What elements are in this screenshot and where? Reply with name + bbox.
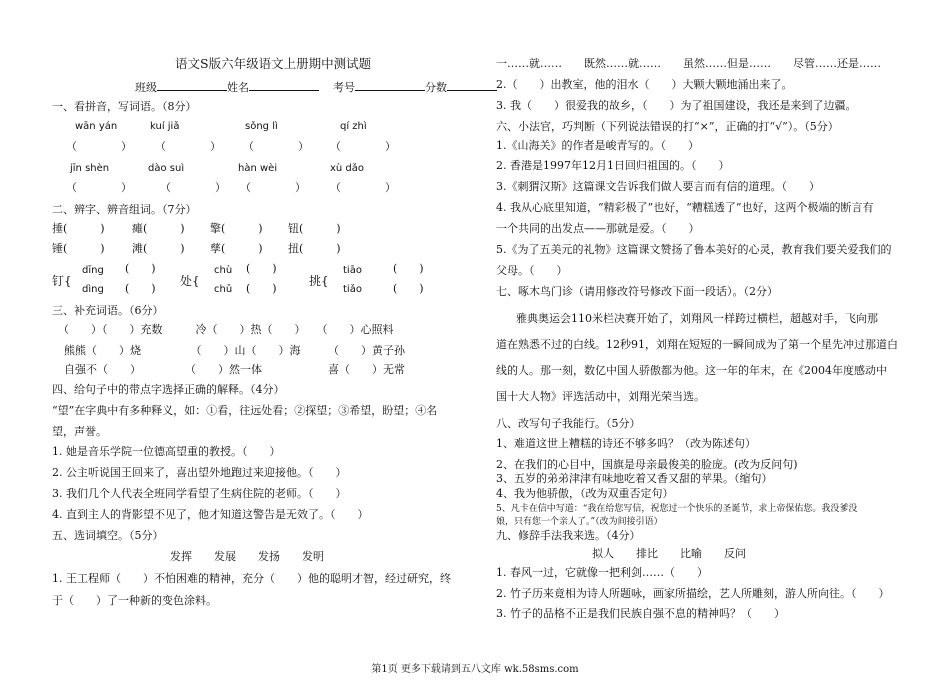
answer-blank[interactable]: （ ）: [66, 140, 132, 153]
pinyin: jīn shèn: [70, 163, 110, 174]
fill-idiom-row[interactable]: （ ）（ ）充数 冷（ ）热（ ） （ ）心照料: [58, 323, 394, 336]
student-info-line: [135, 80, 497, 95]
char-pair: 锤( ): [52, 242, 105, 255]
polyphone-char: 挑{: [309, 274, 329, 288]
pinyin: wān yán: [75, 121, 118, 132]
answer-blank[interactable]: （ ）: [330, 140, 396, 153]
paragraph-line: 线的人。那一刻，数亿中国人骄傲都为他。这一年的年末，在《2004年度感动中: [496, 364, 887, 377]
answer-blank[interactable]: ( ): [125, 262, 156, 275]
question[interactable]: 1.《山海关》的作者是峻青写的。（ ）: [496, 139, 699, 152]
char-pair: 滩( ): [132, 242, 185, 255]
paragraph-line: 雅典奥运会110米栏决赛开始了，刘翔风一样跨过横栏，超越对手，飞向那: [516, 312, 878, 325]
pinyin: dào suì: [148, 163, 185, 174]
pinyin: kuí jiǎ: [150, 121, 180, 132]
paragraph-line: 道在熟悉不过的白线。12秒91，刘翔在短短的一瞬间成为了第一个星先冲过那道白: [496, 338, 898, 351]
question[interactable]: 3. 竹子的品格不正是我们民族自强不息的精神吗？（ ）: [496, 607, 785, 620]
question[interactable]: 父母。（ ）: [496, 264, 568, 277]
class-blank[interactable]: [157, 80, 227, 91]
fill-idiom-row[interactable]: 熊熊（ ）烧 （ ）山（ ）海 （ ）黄子孙: [64, 344, 405, 357]
question[interactable]: 1、难道这世上糟糕的诗还不够多吗？（改为陈述句）: [496, 437, 756, 450]
question[interactable]: 1. 春风一过，它就像一把利剑……（ ）: [496, 566, 708, 579]
answer-blank[interactable]: （ ）: [330, 181, 396, 194]
char-pair: 扭( ): [288, 242, 341, 255]
answer-blank[interactable]: ( ): [393, 262, 424, 275]
char-pair: 孳( ): [210, 242, 263, 255]
question[interactable]: 1. 王工程师（ ）不怕困难的精神，充分（ ）他的聪明才智，经过研究，终: [52, 572, 451, 585]
answer-blank[interactable]: ( ): [246, 262, 277, 275]
answer-blank[interactable]: ( ): [393, 282, 424, 295]
name-blank[interactable]: [249, 80, 319, 91]
question[interactable]: 2、在我们的心目中，国旗是母亲最俊美的脸庞。(改为反问句): [496, 458, 798, 471]
question[interactable]: 2. 竹子历来竟相为诗人所题咏，画家所描绘，艺人所雕刻，游人所向往。（ ）: [496, 587, 890, 600]
section-7-heading: 七、啄木鸟门诊（请用修改符号修改下面一段话）。（2分）: [496, 285, 778, 298]
info-label-score: 分数: [425, 81, 447, 94]
score-blank[interactable]: [447, 80, 497, 91]
answer-blank[interactable]: （ ）: [160, 181, 226, 194]
answer-blank[interactable]: （ ）: [240, 181, 306, 194]
section-5-heading: 五、选词填空。（5分）: [52, 529, 164, 542]
question[interactable]: 5、凡卡在信中写道：“我在给您写信，祝您过一个快乐的圣诞节，求上帝保佑您。我没爹没: [496, 504, 858, 514]
section-8-heading: 八、改写句子我能行。（5分）: [496, 417, 641, 430]
pinyin: tiāo: [343, 265, 362, 276]
question[interactable]: 3. 我们几个人代表全班同学看望了生病住院的老师。（ ）: [52, 487, 347, 500]
answer-blank[interactable]: （ ）: [66, 181, 132, 194]
question[interactable]: 3.《刺猬汉斯》这篇课文告诉我们做人要言而有信的道理。（ ）: [496, 180, 820, 193]
question[interactable]: 娘，只有您一个亲人了。”（改为间接引语）: [496, 517, 663, 527]
section-4-heading: 四、给句子中的带点字选择正确的解释。（4分）: [52, 383, 285, 396]
question[interactable]: 4、我为他骄傲，（改为双重否定句）: [496, 487, 674, 500]
char-pair: 瘫( ): [132, 222, 185, 235]
answer-blank[interactable]: （ ）: [243, 140, 309, 153]
answer-blank[interactable]: ( ): [246, 282, 277, 295]
pinyin: chǔ: [214, 284, 233, 295]
question[interactable]: 3、五岁的弟弟津津有味地吃着又香又甜的苹果。（缩句）: [496, 472, 773, 485]
question[interactable]: 1. 她是音乐学院一位德高望重的教授。（ ）: [52, 445, 281, 458]
page-title: 语文S版六年级语文上册期中测试题: [175, 56, 372, 71]
pinyin: chù: [214, 265, 233, 276]
char-pair: 擎( ): [210, 222, 263, 235]
word-choices: 发挥 发展 发扬 发明: [170, 550, 324, 563]
section-6-heading: 六、小法官，巧判断（下列说法错误的打“×”，正确的打“√”）。（5分）: [496, 120, 839, 133]
question[interactable]: 于（ ）了一种新的变色涂料。: [52, 594, 217, 607]
section-3-heading: 三、补充词语。（6分）: [52, 304, 164, 317]
section-4-intro: 望，声誉。: [52, 425, 107, 438]
page-footer: 第1页 更多下载请到五八文库 wk.58sms.com: [371, 664, 579, 675]
polyphone-char: 处{: [180, 274, 200, 288]
section-9-heading: 九、修辞手法我来选。（4分）: [496, 529, 641, 542]
info-label-name: 姓名: [227, 81, 249, 94]
number-blank[interactable]: [355, 80, 425, 91]
rhetoric-choices: 拟人 排比 比喻 反问: [592, 547, 746, 560]
pinyin: qí zhì: [340, 121, 367, 132]
paragraph-line: 国十大人物》评选活动中，刘翔光荣当选。: [496, 390, 705, 403]
section-2-heading: 二、辨字、辨音组词。（7分）: [52, 203, 197, 216]
question[interactable]: 2. 公主听说国王回来了，喜出望外地跑过来迎接他。（ ）: [52, 466, 347, 479]
question[interactable]: 一个共同的出发点——那就是爱。（ ）: [496, 222, 700, 235]
pinyin: dīng: [82, 265, 104, 276]
question[interactable]: 4. 我从心底里知道，“精彩极了”也好，“糟糕透了”也好，这两个极端的断言有: [496, 201, 874, 214]
char-pair: 捶( ): [52, 222, 105, 235]
question[interactable]: 5.《为了五美元的礼物》这篇课文赞扬了鲁本美好的心灵，教育我们要关爱我们的: [496, 243, 892, 256]
question[interactable]: 4. 直到主人的背影望不见了，他才知道这警告是无效了。（ ）: [52, 508, 369, 521]
pinyin: xù dǎo: [330, 163, 365, 174]
pinyin: sǒng lì: [245, 121, 278, 132]
fill-idiom-row[interactable]: 自强不（ ） （ ）然一体 喜（ ）无常: [64, 363, 405, 376]
section-4-intro: “望”在字典中有多种释义，如：①看，往远处看；②探望；③希望，盼望；④名: [52, 404, 438, 417]
question[interactable]: 2.（ ）出教室，他的泪水（ ）大颗大颗地涌出来了。: [496, 78, 793, 91]
polyphone-char: 钉{: [52, 274, 72, 288]
answer-blank[interactable]: ( ): [125, 282, 156, 295]
connector-choices: 一……就…… 既然……就…… 虽然……但是…… 尽管……还是……: [496, 57, 881, 70]
question[interactable]: 3. 我（ ）很爱我的故乡，（ ）为了祖国建设，我还是来到了边疆。: [496, 99, 857, 112]
answer-blank[interactable]: （ ）: [155, 140, 221, 153]
section-1-heading: 一、看拼音，写词语。（8分）: [52, 100, 197, 113]
pinyin: hàn wèi: [238, 163, 278, 174]
pinyin: dìng: [82, 284, 104, 295]
pinyin: tiǎo: [343, 284, 362, 295]
question[interactable]: 2. 香港是1997年12月1日回归祖国的。（ ）: [496, 159, 730, 172]
info-label-number: 考号: [333, 81, 355, 94]
char-pair: 钮( ): [288, 222, 341, 235]
info-label-class: 班级: [135, 81, 157, 94]
